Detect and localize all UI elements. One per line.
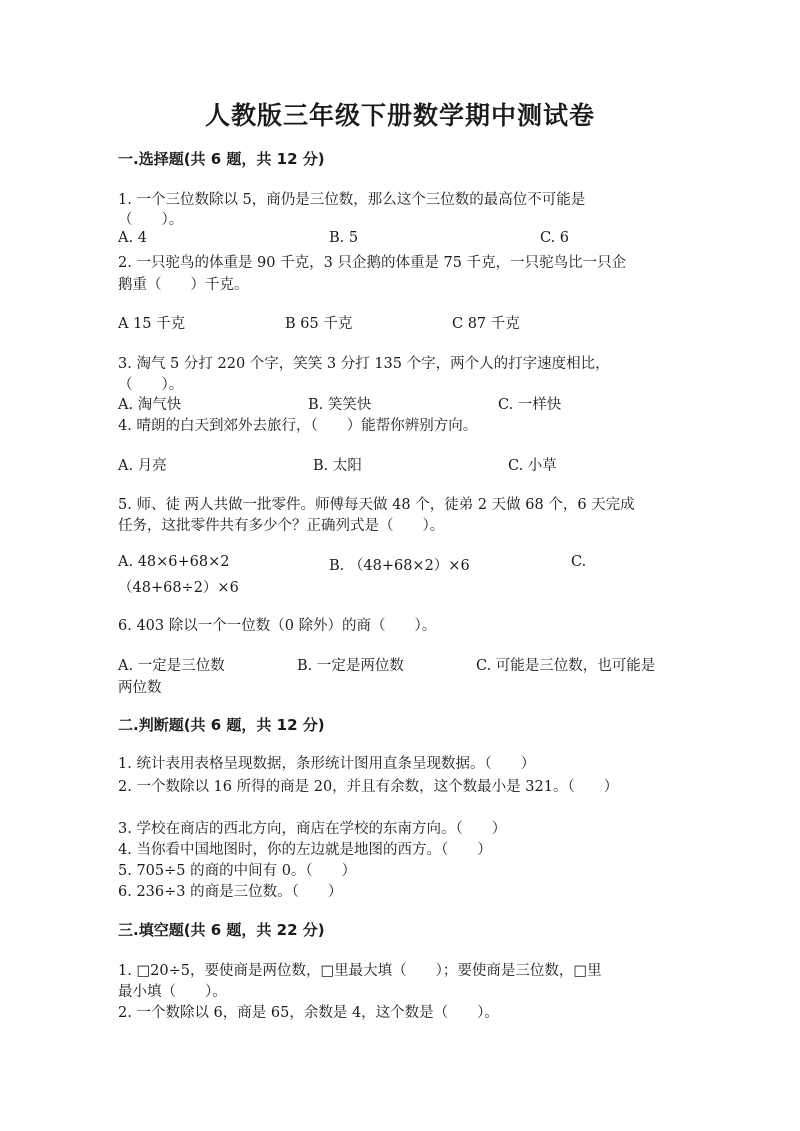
question-text: 2. 一个数除以 16 所得的商是 20，并且有余数，这个数最小是 321。（ ） [118, 779, 619, 795]
question-text: 4. 晴朗的白天到郊外去旅行，（ ）能帮你辨别方向。 [118, 418, 478, 434]
option-b: B. 笑笑快 [308, 397, 372, 413]
option-c-continued: （48+68÷2）×6 [118, 580, 239, 596]
question-text: 1. 统计表用表格呈现数据，条形统计图用直条呈现数据。（ ） [118, 756, 536, 772]
question-text: 1. □20÷5，要使商是两位数，□里最大填（ ）；要使商是三位数，□里 [118, 963, 602, 979]
option-a: A. 48×6+68×2 [118, 554, 230, 570]
option-a: A. 淘气快 [118, 397, 182, 413]
section-heading-judgement: 二.判断题(共 6 题，共 12 分) [118, 716, 325, 734]
question-text: 1. 一个三位数除以 5，商仍是三位数，那么这个三位数的最高位不可能是 [118, 192, 586, 208]
option-c: C. [571, 554, 587, 570]
question-text: 4. 当你看中国地图时，你的左边就是地图的西方。（ ） [118, 842, 492, 858]
section-heading-fill-blank: 三.填空题(共 6 题，共 22 分) [118, 921, 325, 939]
question-text: （ ）。 [118, 212, 184, 228]
question-text: 5. 师、徒 两人共做一批零件。师傅每天做 48 个，徒弟 2 天做 68 个，6 天完成 [118, 497, 635, 513]
option-c: C. 一样快 [498, 397, 562, 413]
question-text: （ ）。 [118, 377, 184, 393]
question-text: 5. 705÷5 的商的中间有 0。（ ） [118, 863, 357, 879]
page-title: 人教版三年级下册数学期中测试卷 [204, 101, 595, 130]
option-b: B. （48+68×2）×6 [329, 558, 470, 574]
question-text: 最小填（ ）。 [118, 984, 227, 1000]
question-text: 3. 学校在商店的西北方向，商店在学校的东南方向。（ ） [118, 821, 507, 837]
question-text: 任务，这批零件共有多少个？正确列式是（ ）。 [118, 518, 445, 534]
option-b: B. 5 [329, 230, 359, 246]
option-c: C. 6 [540, 230, 570, 246]
question-text: 2. 一只驼鸟的体重是 90 千克，3 只企鹅的体重是 75 千克，一只驼鸟比一只企 [118, 255, 627, 271]
option-a: A. 月亮 [118, 458, 167, 474]
option-b: B 65 千克 [285, 316, 353, 332]
option-a: A. 一定是三位数 [118, 658, 225, 674]
question-text: 6. 403 除以一个一位数（0 除外）的商（ ）。 [118, 618, 437, 634]
question-text: 3. 淘气 5 分打 220 个字，笑笑 3 分打 135 个字，两个人的打字速度相比， [118, 356, 610, 372]
question-text: 鹅重（ ）千克。 [118, 277, 249, 293]
option-b: B. 一定是两位数 [297, 658, 404, 674]
question-text: 2. 一个数除以 6，商是 65，余数是 4，这个数是（ ）。 [118, 1005, 499, 1021]
option-c: C. 小草 [508, 458, 557, 474]
option-b: B. 太阳 [313, 458, 362, 474]
option-a: A 15 千克 [118, 316, 186, 332]
section-heading-choice: 一.选择题(共 6 题，共 12 分) [118, 150, 325, 168]
option-c: C 87 千克 [452, 316, 520, 332]
option-a: A. 4 [118, 230, 147, 246]
option-c-continued: 两位数 [118, 680, 162, 696]
question-text: 6. 236÷3 的商是三位数。（ ） [118, 884, 343, 900]
option-c: C. 可能是三位数，也可能是 [476, 658, 656, 674]
